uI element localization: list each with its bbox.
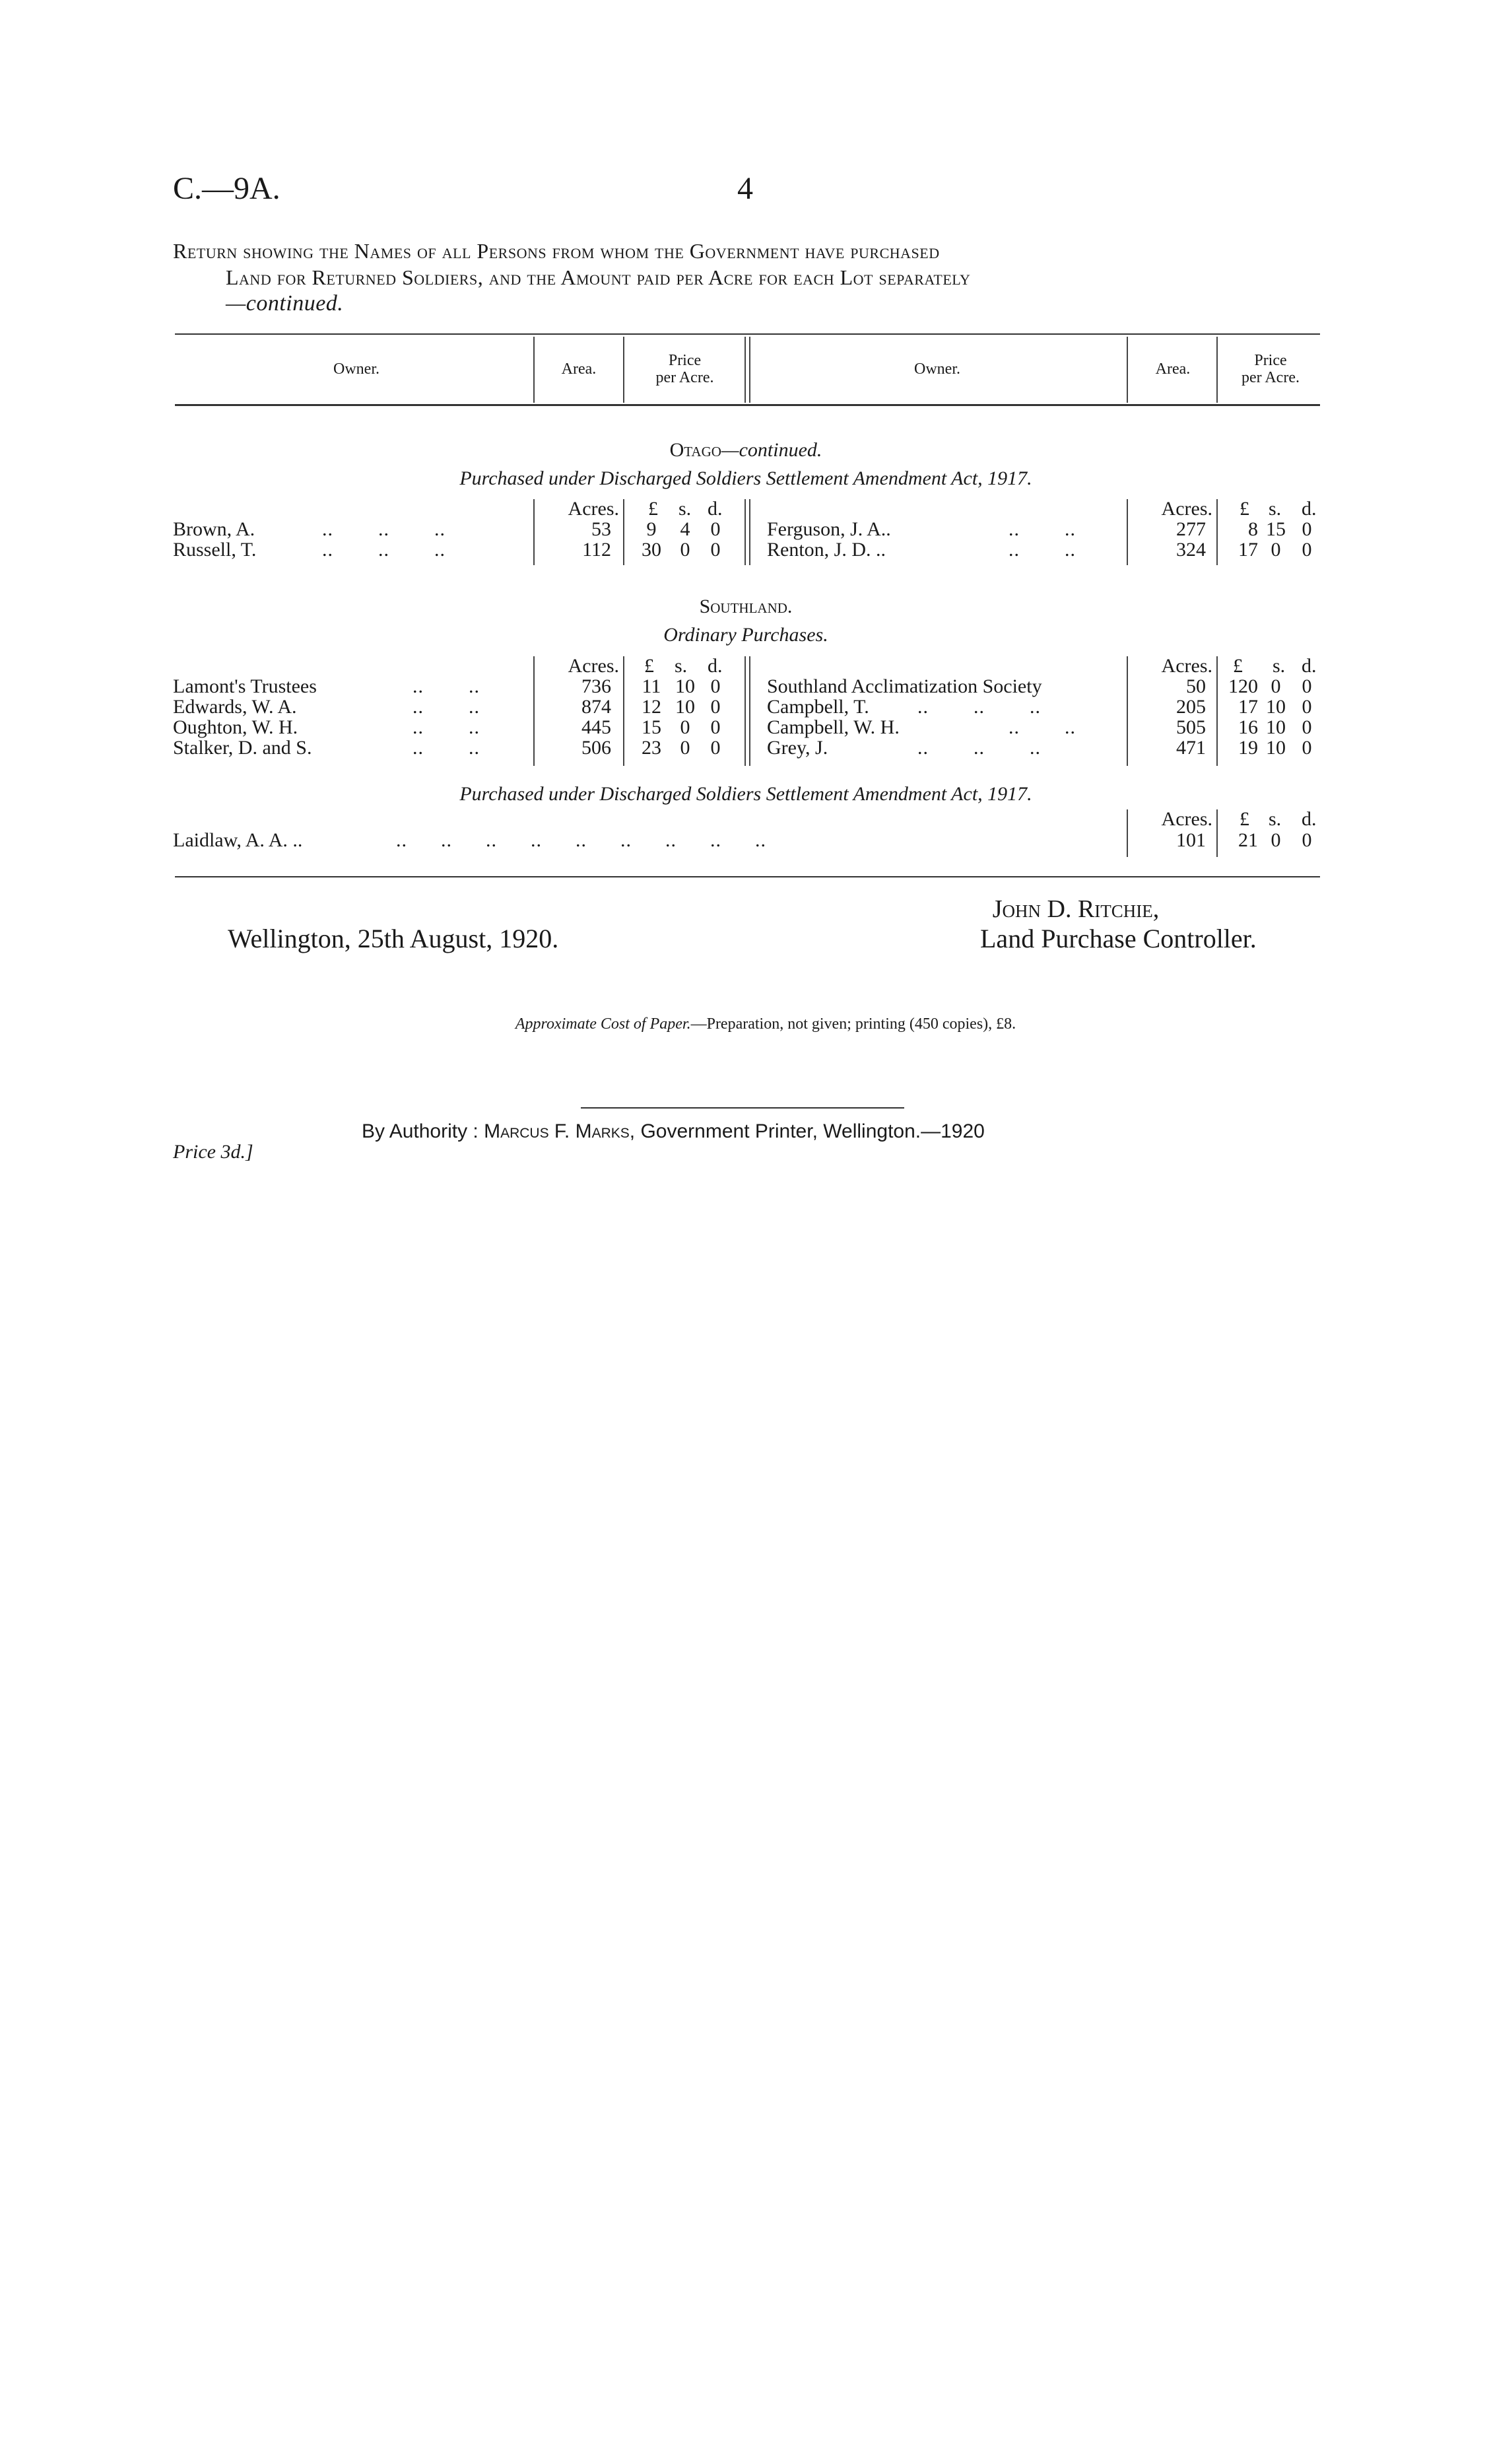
table-row-owner: Renton, J. D. .. [767,539,886,561]
laidlaw-units-pence: d. [1302,808,1317,830]
laidlaw-sep-2 [1216,809,1218,857]
southland-sep-2 [623,656,624,766]
table-row-shillings: 0 [680,737,690,759]
table-row-pence: 0 [710,675,721,697]
imprint-rule [581,1107,904,1109]
table-row-pounds: 17 [1238,696,1258,718]
otago-sep-4 [1127,499,1128,565]
table-row-area: 445 [581,716,611,738]
table-row-pence: 0 [1302,829,1312,851]
section-otago-suffix: —continued. [721,439,822,461]
table-row-pounds: 21 [1238,829,1258,851]
southland-sep-4 [1127,656,1128,766]
otago-units-pound-left: £ [648,498,658,520]
printer-imprint [362,1120,985,1143]
table-row-area: 53 [591,518,611,540]
table-row-pounds: 19 [1238,737,1258,759]
col-owner-right: Owner. [914,360,960,378]
otago-units-pence-left: d. [708,498,723,520]
southland-subheading-2: Purchased under Discharged Soldiers Settlement Amendment Act, 1917. [459,783,1032,805]
table-row-owner: Ferguson, J. A.. [767,518,891,540]
otago-sep-5 [1216,499,1218,565]
col-price-left-line1: Price [668,352,702,369]
leader-dots: .. .. [413,696,480,718]
leader-dots: .. .. .. [917,696,1041,718]
leader-dots: .. .. .. [322,539,446,561]
table-row-pounds: 11 [642,675,661,697]
table-row-area: 471 [1176,737,1206,759]
imprint-printer: Marcus F. Marks, [484,1120,636,1142]
table-row-pounds: 9 [646,518,657,540]
table-row-owner: Grey, J. [767,737,828,759]
southland-units-pence-left: d. [708,655,723,677]
table-row-owner: Edwards, W. A. [173,696,297,718]
table-row-owner: Campbell, T. [767,696,869,718]
section-otago [548,439,944,462]
table-row-shillings: 10 [1266,716,1286,738]
table-row-pounds: 15 [642,716,661,738]
table-row-owner: Oughton, W. H. [173,716,298,738]
table-row-shillings: 10 [1266,696,1286,718]
leader-dots: .. .. [413,675,480,697]
laidlaw-units-pound: £ [1240,808,1249,830]
table-row-area: 506 [581,737,611,759]
table-row-pounds: 30 [642,539,661,561]
table-row-pounds: 8 [1248,518,1258,540]
title-line-3: —continued. [226,291,344,316]
cost-note-label: Approximate Cost of Paper. [515,1015,691,1033]
table-row-pence: 0 [1302,518,1312,540]
title-line-1: Return showing the Names of all Persons from whom the Government have purchased [173,239,940,263]
table-row-shillings: 10 [675,675,695,697]
southland-units-pound-left: £ [644,655,654,677]
table-row-owner: Campbell, W. H. [767,716,900,738]
southland-units-shilling-left: s. [675,655,688,677]
table-top-rule [175,333,1320,335]
col-price-right-line1: Price [1254,352,1287,369]
table-row-shillings: 0 [1271,539,1281,561]
table-row-pounds: 17 [1238,539,1258,561]
table-row-area: 50 [1186,675,1206,697]
table-row-area: 736 [581,675,611,697]
otago-sep-3 [744,499,750,565]
table-row-area: 112 [582,539,611,561]
laidlaw-sep-1 [1127,809,1128,857]
southland-units-acres-left: Acres. [568,655,619,677]
leader-dots: .. .. [413,737,480,759]
leader-dots: .. .. .. [322,518,446,540]
table-row-owner: Southland Acclimatization Society [767,675,1042,697]
cost-note-text: —Preparation, not given; printing (450 copies), £8. [690,1015,1016,1033]
southland-units-pence-right: d. [1302,655,1317,677]
header-sep-2 [623,337,624,403]
table-row-pence: 0 [710,539,721,561]
col-area-right: Area. [1155,360,1191,378]
imprint-suffix: Government Printer, Wellington.—1920 [640,1120,985,1142]
place-date: Wellington, 25th August, 1920. [228,924,559,953]
table-row-pence: 0 [710,696,721,718]
table-row-shillings: 10 [675,696,695,718]
southland-sep-5 [1216,656,1218,766]
header-sep-4 [1127,337,1128,403]
table-row-area: 505 [1176,716,1206,738]
table-row-shillings: 10 [1266,737,1286,759]
section-otago-name: Otago [669,439,721,461]
table-row-pence: 0 [1302,675,1312,697]
table-row-owner: Stalker, D. and S. [173,737,312,759]
col-price-left-line2: per Acre. [655,369,714,386]
table-row-pounds: 120 [1228,675,1258,697]
table-row-owner: Brown, A. [173,518,255,540]
col-owner-left: Owner. [333,360,380,378]
table-row-shillings: 0 [680,716,690,738]
table-row-owner: Lamont's Trustees [173,675,317,697]
southland-sep-1 [533,656,535,766]
table-row-pounds: 12 [642,696,661,718]
col-area-left: Area. [561,360,597,378]
price-note: Price 3d.] [173,1141,253,1163]
signatory-name: John D. Ritchie, [992,895,1160,923]
otago-subheading: Purchased under Discharged Soldiers Settlement Amendment Act, 1917. [459,467,1032,489]
cost-note [370,1015,1162,1033]
southland-sep-3 [744,656,750,766]
table-row-shillings: 0 [1271,829,1281,851]
title-line-2: Land for Returned Soldiers, and the Amount paid per Acre for each Lot separately [226,265,971,289]
leader-dots: .. .. .. [917,737,1041,759]
southland-subheading: Ordinary Purchases. [663,624,828,646]
leader-dots: .. .. [1009,518,1076,540]
col-price-right-line2: per Acre. [1241,369,1300,386]
otago-units-shilling-right: s. [1269,498,1282,520]
table-row-shillings: 0 [680,539,690,561]
leader-dots: .. .. [413,716,480,738]
page-reference: C.—9A. [173,171,281,206]
leader-dots: .. .. [1009,716,1076,738]
header-sep-3 [744,337,750,403]
otago-sep-1 [533,499,535,565]
otago-units-acres-left: Acres. [568,498,619,520]
otago-units-shilling-left: s. [678,498,692,520]
southland-units-shilling-right: s. [1273,655,1286,677]
table-row-pence: 0 [710,716,721,738]
table-row-shillings: 0 [1271,675,1281,697]
table-row-pounds: 16 [1238,716,1258,738]
imprint-prefix: By Authority : [362,1120,479,1142]
header-sep-1 [533,337,535,403]
col-price-right [1221,352,1320,386]
table-row-area: 205 [1176,696,1206,718]
section-southland: Southland. [699,596,793,617]
table-row-area: 874 [581,696,611,718]
table-row-pence: 0 [1302,696,1312,718]
table-row-shillings: 15 [1266,518,1286,540]
table-row-pounds: 23 [642,737,661,759]
otago-sep-2 [623,499,624,565]
header-sep-5 [1216,337,1218,403]
southland-units-pound-right: £ [1233,655,1243,677]
table-row-pence: 0 [710,518,721,540]
document-title [173,238,1328,317]
leader-dots: .. .. .. .. .. .. .. .. .. [396,829,766,851]
table-row-owner: Laidlaw, A. A. .. [173,829,303,851]
laidlaw-units-acres: Acres. [1161,808,1212,830]
otago-units-pence-right: d. [1302,498,1317,520]
table-row-shillings: 4 [680,518,690,540]
table-row-pence: 0 [1302,716,1312,738]
table-row-area: 324 [1176,539,1206,561]
signatory-title: Land Purchase Controller. [980,924,1257,953]
table-row-area: 277 [1176,518,1206,540]
laidlaw-units-shilling: s. [1269,808,1282,830]
col-price-left [627,352,743,386]
table-bottom-rule [175,876,1320,877]
table-row-owner: Russell, T. [173,539,257,561]
otago-units-acres-right: Acres. [1161,498,1212,520]
table-row-pence: 0 [1302,737,1312,759]
table-row-area: 101 [1176,829,1206,851]
page-number: 4 [737,171,753,206]
table-header-rule [175,404,1320,406]
leader-dots: .. .. [1009,539,1076,561]
southland-units-acres-right: Acres. [1161,655,1212,677]
otago-units-pound-right: £ [1240,498,1249,520]
table-row-pence: 0 [1302,539,1312,561]
table-row-pence: 0 [710,737,721,759]
